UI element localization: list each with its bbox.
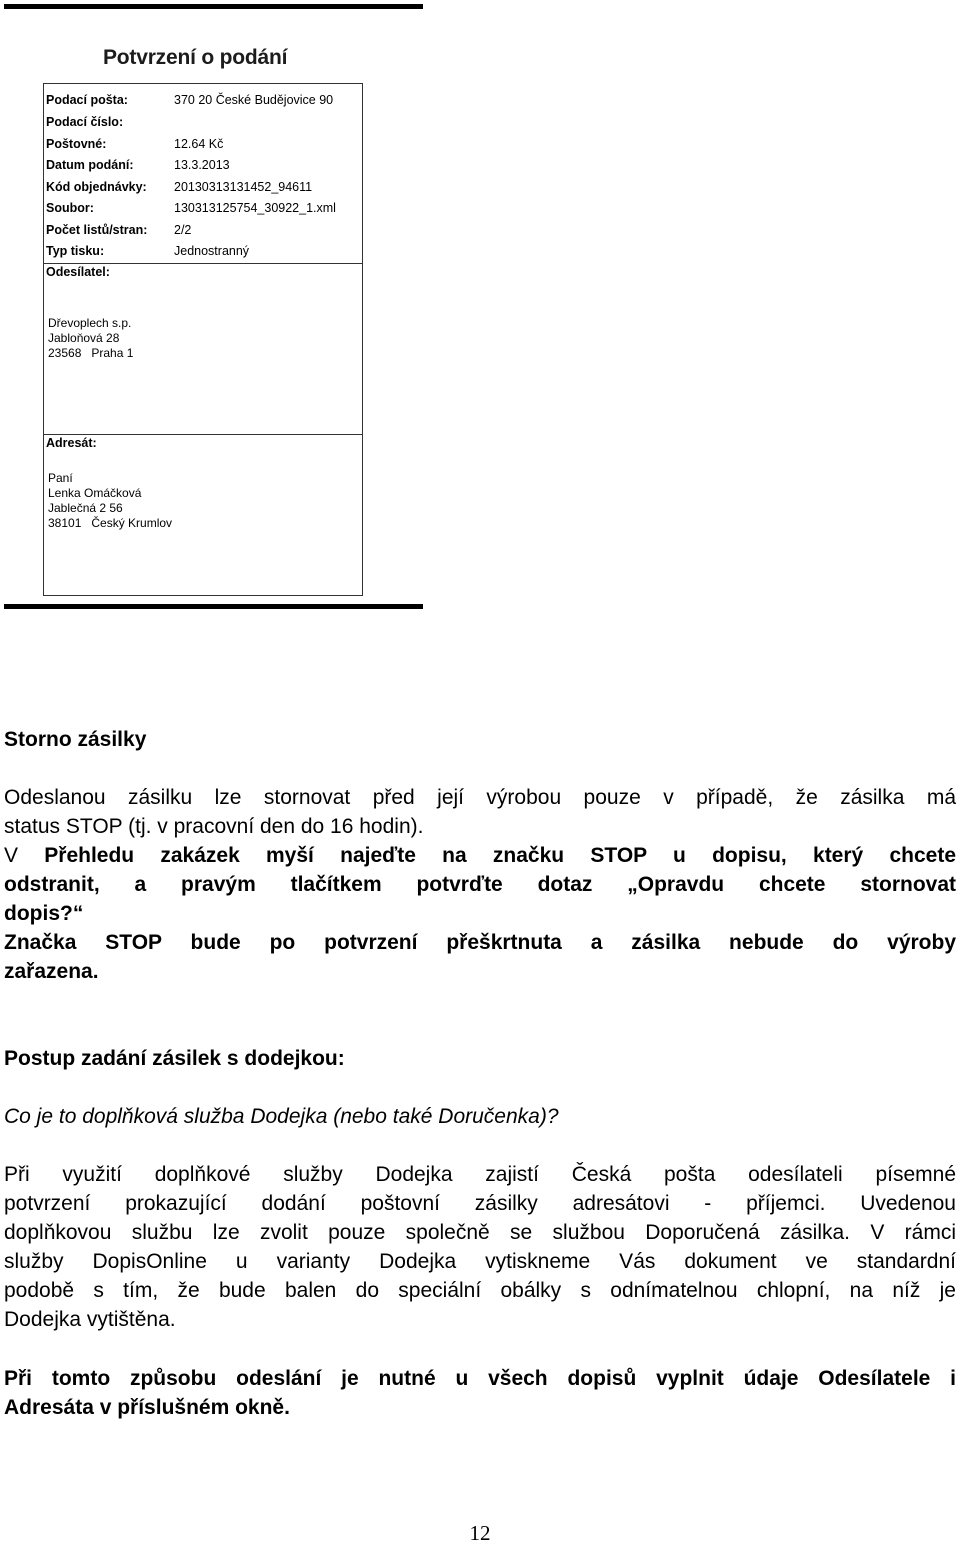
storno-line: dopis?“ [4, 902, 84, 925]
box-divider [44, 434, 362, 435]
storno-line: Značka STOP bude po potvrzení přeškrtnuta a zásilka nebude do výroby [4, 931, 956, 954]
storno-line [4, 841, 956, 870]
storno-line: zařazena. [4, 960, 99, 983]
field-value: 13031312575​4_30922_1.xml [174, 201, 336, 215]
sender-line: Dřevoplech s.p. [48, 316, 132, 330]
field-label: Počet listů/stran: [46, 223, 148, 237]
dodejka-para-line: potvrzení prokazující dodání poštovní zásilky adresátovi - příjemci. Uvedenou [4, 1192, 956, 1215]
recipient-label: Adresát: [46, 436, 97, 450]
field-label: Typ tisku: [46, 244, 105, 258]
dodejka-para-line: podobě s tím, že bude balen do speciální obálky s odnímatelnou chlopní, na níž je [4, 1279, 956, 1302]
dodejka-question: Co je to doplňková služba Dodejka (nebo také Doručenka)? [4, 1105, 559, 1128]
storno-line: status STOP (tj. v pracovní den do 16 hodin). [4, 815, 424, 838]
recipient-line: Lenka Omáčková [48, 486, 142, 500]
field-value: 12.64 Kč [174, 137, 224, 151]
dodejka-note-line: Adresáta v příslušném okně. [4, 1396, 290, 1419]
dodejka-para-line: Dodejka vytištěna. [4, 1308, 176, 1331]
receipt-title: Potvrzení o podání [103, 46, 288, 69]
box-divider [44, 263, 362, 264]
dodejka-note-line: Při tomto způsobu odeslání je nutné u všech dopisů vyplnit údaje Odesílatele i [4, 1367, 956, 1390]
sender-label: Odesílatel: [46, 265, 110, 279]
storno-line-prefix: V [4, 844, 45, 867]
dodejka-para-line: služby DopisOnline u varianty Dodejka vytiskneme Vás dokument ve standardní [4, 1250, 956, 1273]
sender-line: 23568 Praha 1 [48, 346, 134, 360]
bottom-rule [4, 604, 423, 609]
field-value: 2/2 [174, 223, 192, 237]
field-label: Soubor: [46, 201, 94, 215]
storno-line: odstranit, a pravým tlačítkem potvrďte dotaz „Opravdu chcete stornovat [4, 873, 956, 896]
field-label: Kód objednávky: [46, 180, 147, 194]
storno-line: Odeslanou zásilku lze stornovat před její výrobou pouze v případě, že zásilka má [4, 786, 956, 809]
top-rule [4, 4, 423, 9]
dodejka-para-line: doplňkovou službu lze zvolit pouze společně se službou Doporučená zásilka. V rámci [4, 1221, 956, 1244]
recipient-line: 38101 Český Krumlov [48, 516, 173, 530]
recipient-line: Jablečná 2 56 [48, 501, 123, 515]
storno-line-bold: Přehledu zakázek myší najeďte na značku STOP u dopisu, který chcete [44, 844, 957, 867]
field-label: Podací pošta: [46, 93, 128, 107]
field-value: 13.3.2013 [174, 158, 230, 172]
page-number: 12 [469, 1521, 491, 1545]
field-value: Jednostranný [174, 244, 250, 258]
sender-line: Jabloňová 28 [48, 331, 120, 345]
dodejka-para-line: Při využití doplňkové služby Dodejka zajistí Česká pošta odesílateli písemné [4, 1163, 956, 1186]
recipient-line: Paní [48, 471, 73, 485]
field-label: Podací číslo: [46, 115, 124, 129]
dodejka-heading: Postup zadání zásilek s dodejkou: [4, 1047, 345, 1070]
field-value: 370 20 České Budějovice 90 [174, 93, 334, 107]
field-value: 20130313131452_94611 [174, 180, 313, 194]
field-label: Poštovné: [46, 137, 107, 151]
storno-heading: Storno zásilky [4, 728, 147, 751]
field-label: Datum podání: [46, 158, 134, 172]
receipt-box [43, 83, 363, 596]
